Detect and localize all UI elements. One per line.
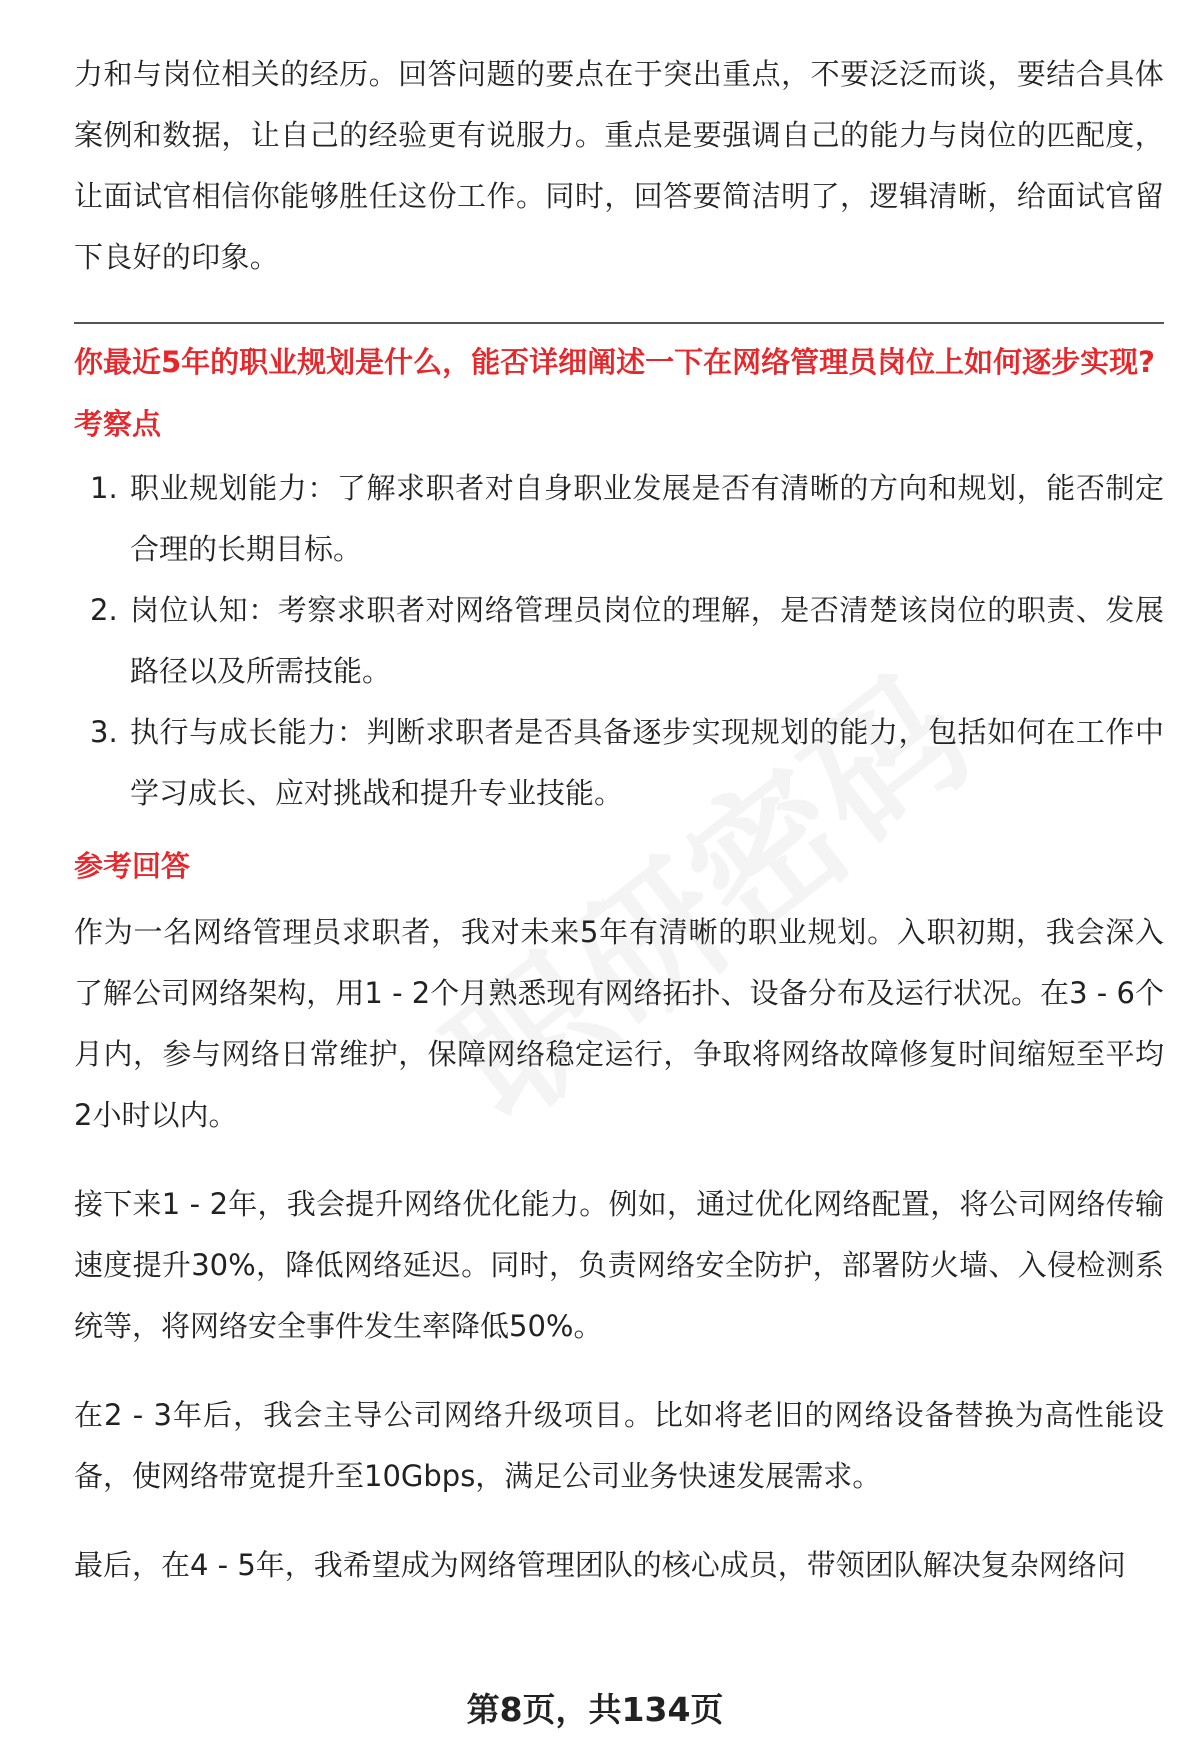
answer-paragraph: 最后，在4 - 5年，我希望成为网络管理团队的核心成员，带领团队解决复杂网络问 xyxy=(74,1548,1126,1582)
page-content xyxy=(74,44,1164,1624)
key-points-list xyxy=(74,458,1164,824)
key-point-text: 岗位认知：考察求职者对网络管理员岗位的理解，是否清楚该岗位的职责、发展路径以及所需技能。 xyxy=(130,593,1164,688)
section-divider xyxy=(74,322,1164,324)
key-point-item xyxy=(74,580,1164,702)
reference-answer-heading: 参考回答 xyxy=(74,849,191,883)
key-point-text: 职业规划能力：了解求职者对自身职业发展是否有清晰的方向和规划，能否制定合理的长期目标。 xyxy=(130,471,1164,566)
page-footer xyxy=(0,1690,1190,1730)
key-point-number: 1. xyxy=(90,471,118,505)
key-point-text: 执行与成长能力：判断求职者是否具备逐步实现规划的能力，包括如何在工作中学习成长、应对挑战和提升专业技能。 xyxy=(130,715,1164,810)
intro-paragraph: 力和与岗位相关的经历。回答问题的要点在于突出重点，不要泛泛而谈，要结合具体案例和数据，让自己的经验更有说服力。重点是要强调自己的能力与岗位的匹配度，让面试官相信你能够胜任这份工作。同时，回答要简洁明了，逻辑清晰，给面试官留下良好的印象。 xyxy=(74,57,1164,274)
page-number-label: 第8页，共134页 xyxy=(466,1690,724,1729)
question-title: 你最近5年的职业规划是什么，能否详细阐述一下在网络管理员岗位上如何逐步实现? xyxy=(74,345,1156,379)
answer-paragraph: 接下来1 - 2年，我会提升网络优化能力。例如，通过优化网络配置，将公司网络传输速度提升30%，降低网络延迟。同时，负责网络安全防护，部署防火墙、入侵检测系统等，将网络安全事件发生率降低50%。 xyxy=(74,1187,1164,1343)
key-point-number: 2. xyxy=(90,593,118,627)
answer-paragraph: 在2 - 3年后，我会主导公司网络升级项目。比如将老旧的网络设备替换为高性能设备，使网络带宽提升至10Gbps，满足公司业务快速发展需求。 xyxy=(74,1398,1164,1493)
key-point-item xyxy=(74,458,1164,580)
reference-answer-body xyxy=(74,902,1164,1596)
key-point-item xyxy=(74,702,1164,824)
key-points-heading: 考察点 xyxy=(74,407,162,441)
key-point-number: 3. xyxy=(90,715,118,749)
answer-paragraph: 作为一名网络管理员求职者，我对未来5年有清晰的职业规划。入职初期，我会深入了解公司网络架构，用1 - 2个月熟悉现有网络拓扑、设备分布及运行状况。在3 - 6个月内，参与网络日常维护，保障网络稳定运行，争取将网络故障修复时间缩短至平均2小时以内。 xyxy=(74,915,1164,1132)
